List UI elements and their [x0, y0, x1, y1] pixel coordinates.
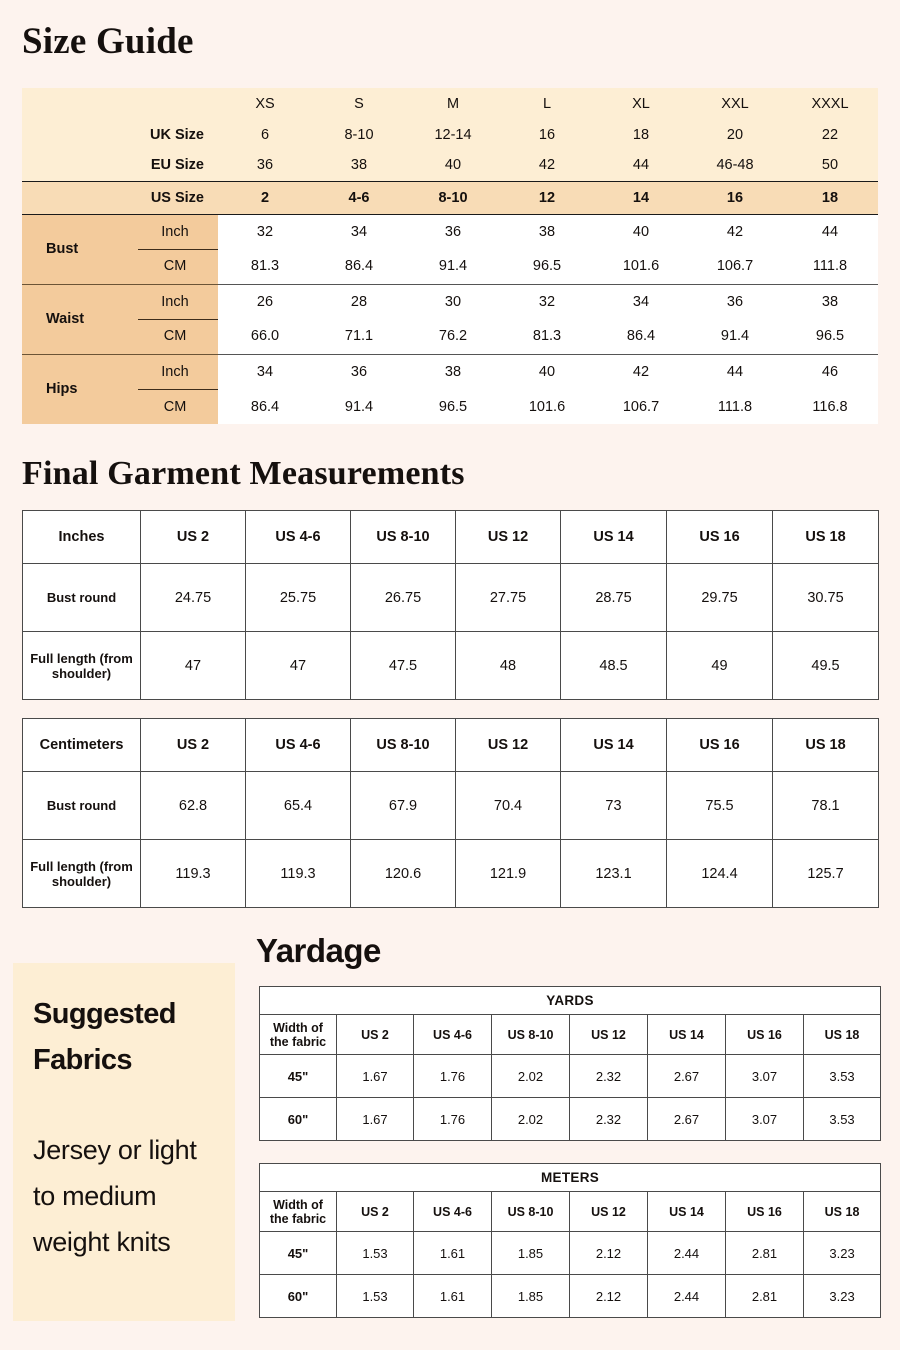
size-row-label: UK Size	[22, 119, 218, 150]
table-cell: 1.76	[414, 1055, 492, 1098]
size-row-eu-size	[22, 150, 878, 181]
table-cell: 49.5	[773, 632, 879, 700]
size-name-header: XXL	[688, 88, 782, 119]
measurement-value: 91.4	[688, 319, 782, 354]
column-header: US 12	[570, 1192, 648, 1232]
row-label: Full length (from shoulder)	[23, 632, 141, 700]
column-header: Inches	[23, 511, 141, 564]
table-cell: 73	[561, 772, 667, 840]
measurement-row-inch	[22, 354, 878, 389]
measurement-value: 40	[594, 214, 688, 249]
column-header: US 2	[337, 1192, 414, 1232]
table-cell: 1.61	[414, 1275, 492, 1318]
column-header: US 8-10	[492, 1192, 570, 1232]
unit-label-cm: CM	[132, 249, 218, 284]
unit-label-cm: CM	[132, 389, 218, 424]
table-cell: 2.12	[570, 1232, 648, 1275]
measurement-value: 91.4	[406, 249, 500, 284]
table-cell: 3.23	[804, 1275, 881, 1318]
table-cell: 123.1	[561, 840, 667, 908]
measurement-value: 38	[782, 284, 878, 319]
size-row-value: 40	[406, 150, 500, 181]
size-guide-header-row	[22, 88, 878, 119]
table-cell: 48.5	[561, 632, 667, 700]
size-row-value: 20	[688, 119, 782, 150]
width-of-fabric-header	[260, 1192, 337, 1232]
measurement-row-cm	[22, 249, 878, 284]
size-row-value: 44	[594, 150, 688, 181]
measurement-value: 44	[782, 214, 878, 249]
column-header: US 2	[141, 511, 246, 564]
table-cell: 24.75	[141, 564, 246, 632]
size-row-value: 14	[594, 181, 688, 214]
size-row-value: 16	[500, 119, 594, 150]
table-cell: 2.32	[570, 1098, 648, 1141]
column-header: Centimeters	[23, 719, 141, 772]
size-name-header: S	[312, 88, 406, 119]
column-header: US 12	[456, 719, 561, 772]
size-row-value: 22	[782, 119, 878, 150]
table-cell: 25.75	[246, 564, 351, 632]
width-header-line2: the fabric	[269, 1211, 327, 1226]
column-header: US 4-6	[246, 719, 351, 772]
table-cell: 3.53	[804, 1098, 881, 1141]
column-header: US 16	[667, 719, 773, 772]
width-header-line1: Width of	[273, 1020, 323, 1035]
column-header: US 16	[726, 1015, 804, 1055]
spacer-cell	[22, 88, 132, 119]
column-header: US 4-6	[414, 1192, 492, 1232]
measurement-value: 36	[406, 214, 500, 249]
final-garment-inches-table	[22, 510, 879, 700]
column-header: US 16	[726, 1192, 804, 1232]
column-header: US 12	[570, 1015, 648, 1055]
column-header: US 18	[773, 719, 879, 772]
column-header: US 18	[804, 1192, 881, 1232]
measurement-value: 28	[312, 284, 406, 319]
table-cell: 1.67	[337, 1055, 414, 1098]
measurement-value: 32	[218, 214, 312, 249]
size-row-value: 46-48	[688, 150, 782, 181]
column-header: US 4-6	[414, 1015, 492, 1055]
column-header: US 16	[667, 511, 773, 564]
size-row-value: 8-10	[406, 181, 500, 214]
table-cell: 2.12	[570, 1275, 648, 1318]
column-header: US 2	[141, 719, 246, 772]
measurement-value: 32	[500, 284, 594, 319]
unit-label-inch: Inch	[132, 354, 218, 389]
table-caption: YARDS	[260, 987, 881, 1015]
table-header-row	[260, 1015, 881, 1055]
row-label: Full length (from shoulder)	[23, 840, 141, 908]
size-row-label: US Size	[22, 181, 218, 214]
table-header-row	[23, 511, 879, 564]
size-row-us-size	[22, 181, 878, 214]
measurement-group-label: Bust	[22, 214, 132, 284]
table-cell: 1.85	[492, 1275, 570, 1318]
measurement-value: 26	[218, 284, 312, 319]
unit-label-inch: Inch	[132, 284, 218, 319]
column-header: US 14	[648, 1192, 726, 1232]
table-header-row	[23, 719, 879, 772]
table-cell: 30.75	[773, 564, 879, 632]
table-row	[260, 1275, 881, 1318]
measurement-value: 116.8	[782, 389, 878, 424]
measurement-value: 106.7	[594, 389, 688, 424]
measurement-value: 81.3	[218, 249, 312, 284]
row-label: Bust round	[23, 564, 141, 632]
measurement-value: 36	[312, 354, 406, 389]
table-cell: 47	[141, 632, 246, 700]
measurement-value: 42	[594, 354, 688, 389]
column-header: US 12	[456, 511, 561, 564]
table-cell: 1.53	[337, 1275, 414, 1318]
table-caption-row	[260, 987, 881, 1015]
table-cell: 2.02	[492, 1055, 570, 1098]
size-row-uk-size	[22, 119, 878, 150]
measurement-value: 96.5	[500, 249, 594, 284]
size-name-header: XS	[218, 88, 312, 119]
size-row-value: 6	[218, 119, 312, 150]
column-header: US 4-6	[246, 511, 351, 564]
table-cell: 75.5	[667, 772, 773, 840]
column-header: US 14	[648, 1015, 726, 1055]
size-row-value: 42	[500, 150, 594, 181]
table-cell: 49	[667, 632, 773, 700]
size-row-value: 12-14	[406, 119, 500, 150]
column-header: US 14	[561, 511, 667, 564]
measurement-value: 30	[406, 284, 500, 319]
table-caption: METERS	[260, 1164, 881, 1192]
measurement-value: 81.3	[500, 319, 594, 354]
table-cell: 1.61	[414, 1232, 492, 1275]
size-row-value: 16	[688, 181, 782, 214]
table-cell: 2.32	[570, 1055, 648, 1098]
table-cell: 62.8	[141, 772, 246, 840]
yardage-meters-table	[259, 1163, 881, 1318]
size-row-label: EU Size	[22, 150, 218, 181]
table-cell: 1.76	[414, 1098, 492, 1141]
measurement-value: 86.4	[218, 389, 312, 424]
table-cell: 47	[246, 632, 351, 700]
table-cell: 1.67	[337, 1098, 414, 1141]
measurement-value: 38	[500, 214, 594, 249]
size-row-value: 50	[782, 150, 878, 181]
measurement-row-inch	[22, 284, 878, 319]
table-cell: 2.81	[726, 1232, 804, 1275]
table-caption-row	[260, 1164, 881, 1192]
table-cell: 65.4	[246, 772, 351, 840]
suggested-fabrics-heading-line1: Suggested	[33, 998, 176, 1030]
measurement-value: 106.7	[688, 249, 782, 284]
column-header: US 14	[561, 719, 667, 772]
column-header: US 18	[804, 1015, 881, 1055]
size-row-value: 12	[500, 181, 594, 214]
table-cell: 28.75	[561, 564, 667, 632]
table-cell: 2.44	[648, 1275, 726, 1318]
table-cell: 78.1	[773, 772, 879, 840]
table-cell: 3.07	[726, 1098, 804, 1141]
table-cell: 121.9	[456, 840, 561, 908]
size-row-value: 36	[218, 150, 312, 181]
row-label: 60"	[260, 1098, 337, 1141]
suggested-fabrics-heading-line2: Fabrics	[33, 1044, 132, 1076]
row-label: 45"	[260, 1232, 337, 1275]
table-cell: 27.75	[456, 564, 561, 632]
measurement-value: 101.6	[500, 389, 594, 424]
measurement-row-cm	[22, 389, 878, 424]
unit-label-inch: Inch	[132, 214, 218, 249]
measurement-value: 86.4	[594, 319, 688, 354]
table-header-row	[260, 1192, 881, 1232]
measurement-row-inch	[22, 214, 878, 249]
measurement-value: 34	[218, 354, 312, 389]
table-row	[23, 632, 879, 700]
measurement-group-label: Waist	[22, 284, 132, 354]
table-row	[23, 772, 879, 840]
width-of-fabric-header	[260, 1015, 337, 1055]
size-name-header: XXXL	[782, 88, 878, 119]
table-row	[260, 1098, 881, 1141]
spacer-cell	[132, 88, 218, 119]
column-header: US 2	[337, 1015, 414, 1055]
table-cell: 2.02	[492, 1098, 570, 1141]
column-header: US 8-10	[351, 719, 456, 772]
table-cell: 2.44	[648, 1232, 726, 1275]
measurement-value: 76.2	[406, 319, 500, 354]
measurement-value: 36	[688, 284, 782, 319]
size-name-header: XL	[594, 88, 688, 119]
measurement-value: 71.1	[312, 319, 406, 354]
row-label: 45"	[260, 1055, 337, 1098]
final-garment-heading: Final Garment Measurements	[22, 455, 465, 492]
column-header: US 18	[773, 511, 879, 564]
suggested-fabrics-body: Jersey or light to medium weight knits	[33, 1135, 197, 1257]
width-header-line1: Width of	[273, 1197, 323, 1212]
table-cell: 2.67	[648, 1055, 726, 1098]
measurement-value: 34	[594, 284, 688, 319]
measurement-value: 111.8	[688, 389, 782, 424]
measurement-value: 101.6	[594, 249, 688, 284]
table-cell: 3.07	[726, 1055, 804, 1098]
suggested-fabrics-heading	[33, 991, 215, 1083]
column-header: US 8-10	[492, 1015, 570, 1055]
measurement-group-label: Hips	[22, 354, 132, 424]
table-row	[23, 564, 879, 632]
measurement-value: 111.8	[782, 249, 878, 284]
size-row-value: 4-6	[312, 181, 406, 214]
measurement-value: 96.5	[406, 389, 500, 424]
measurement-value: 42	[688, 214, 782, 249]
table-cell: 48	[456, 632, 561, 700]
table-cell: 120.6	[351, 840, 456, 908]
size-row-value: 18	[594, 119, 688, 150]
yardage-yards-table	[259, 986, 881, 1141]
measurement-value: 86.4	[312, 249, 406, 284]
size-name-header: L	[500, 88, 594, 119]
yardage-heading: Yardage	[256, 932, 381, 969]
measurement-value: 46	[782, 354, 878, 389]
size-name-header: M	[406, 88, 500, 119]
measurement-value: 34	[312, 214, 406, 249]
size-row-value: 2	[218, 181, 312, 214]
table-cell: 67.9	[351, 772, 456, 840]
table-row	[260, 1232, 881, 1275]
size-row-value: 18	[782, 181, 878, 214]
table-cell: 125.7	[773, 840, 879, 908]
table-cell: 70.4	[456, 772, 561, 840]
suggested-fabrics-panel	[13, 963, 235, 1321]
measurement-value: 40	[500, 354, 594, 389]
page-title: Size Guide	[22, 21, 194, 62]
table-cell: 47.5	[351, 632, 456, 700]
column-header: US 8-10	[351, 511, 456, 564]
table-cell: 1.85	[492, 1232, 570, 1275]
table-cell: 26.75	[351, 564, 456, 632]
width-header-line2: the fabric	[269, 1034, 327, 1049]
unit-label-cm: CM	[132, 319, 218, 354]
row-label: Bust round	[23, 772, 141, 840]
table-cell: 29.75	[667, 564, 773, 632]
measurement-value: 38	[406, 354, 500, 389]
measurement-value: 96.5	[782, 319, 878, 354]
table-cell: 119.3	[141, 840, 246, 908]
size-row-value: 8-10	[312, 119, 406, 150]
measurement-value: 66.0	[218, 319, 312, 354]
measurement-row-cm	[22, 319, 878, 354]
measurement-value: 44	[688, 354, 782, 389]
table-row	[23, 840, 879, 908]
measurement-value: 91.4	[312, 389, 406, 424]
size-guide-table	[22, 88, 878, 424]
size-row-value: 38	[312, 150, 406, 181]
table-cell: 3.53	[804, 1055, 881, 1098]
table-cell: 2.81	[726, 1275, 804, 1318]
table-row	[260, 1055, 881, 1098]
table-cell: 3.23	[804, 1232, 881, 1275]
row-label: 60"	[260, 1275, 337, 1318]
table-cell: 2.67	[648, 1098, 726, 1141]
table-cell: 119.3	[246, 840, 351, 908]
table-cell: 1.53	[337, 1232, 414, 1275]
final-garment-cm-table	[22, 718, 879, 908]
table-cell: 124.4	[667, 840, 773, 908]
